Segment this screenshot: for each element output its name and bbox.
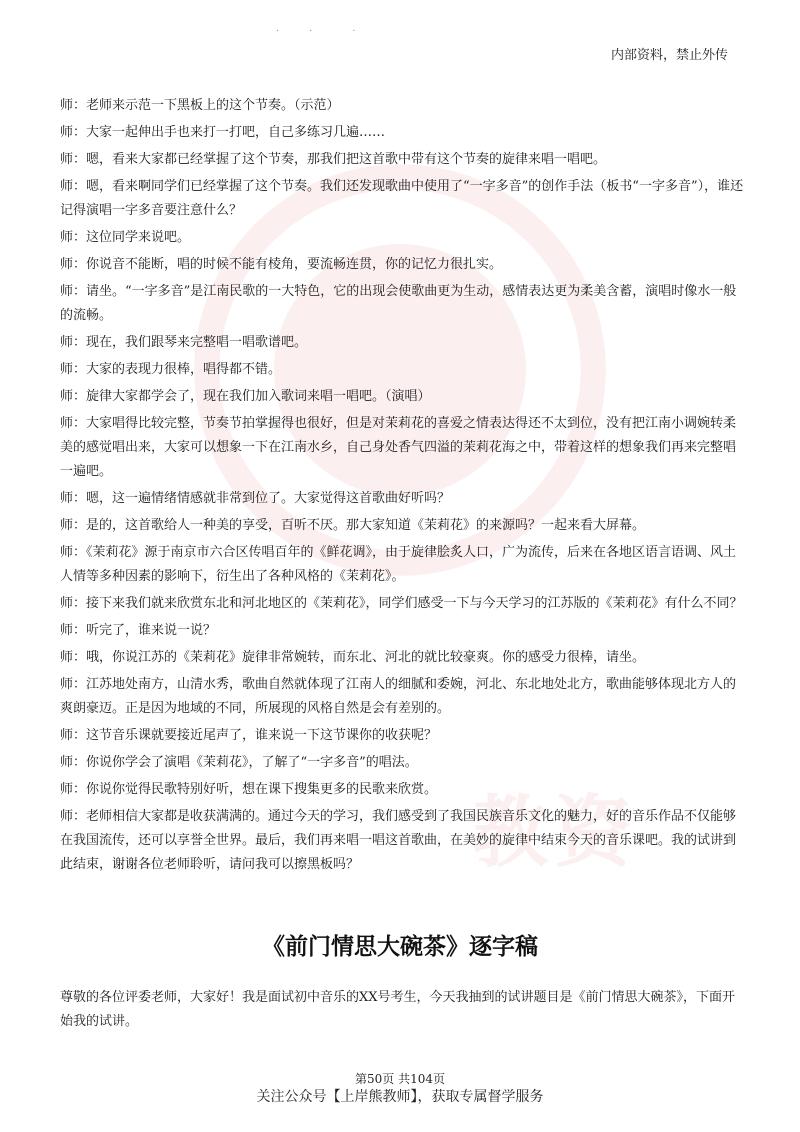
transcript-line: 师：《茉莉花》源于南京市六合区传唱百年的《鲜花调》，由于旋律脍炙人口，广为流传，后来在各地区语言语调、风土人情等多种因素的影响下，衍生出了各种风格的《茉莉花》。 bbox=[60, 545, 737, 584]
transcript-line: 师：你说你觉得民歌特别好听，想在课下搜集更多的民歌来欣赏。 bbox=[60, 782, 438, 797]
transcript-line: 师：听完了，谁来说一说？ bbox=[60, 623, 217, 638]
transcript-line: 师：江苏地处南方，山清水秀，歌曲自然就体现了江南人的细腻和委婉，河北、东北地处北方，歌曲能够体现北方人的爽朗豪迈。正是因为地域的不同，所展现的风格自然是会有差别的。 bbox=[60, 677, 737, 716]
transcript-body bbox=[60, 94, 746, 880]
section-title: 《前门情思大碗茶》逐字稿 bbox=[262, 934, 538, 960]
transcript-line: 师：旋律大家都学会了，现在我们加入歌词来唱一唱吧。（演唱） bbox=[60, 389, 431, 404]
transcript-line: 师：老师来示范一下黑板上的这个节奏。（示范） bbox=[60, 98, 340, 113]
transcript-line: 师：你说音不能断，唱的时候不能有棱角，要流畅连贯，你的记忆力很扎实。 bbox=[60, 257, 503, 272]
transcript-line: 师：接下来我们就来欣赏东北和河北地区的《茉莉花》，同学们感受一下与今天学习的江苏版的《茉莉花》有什么不同？ bbox=[60, 596, 743, 611]
scan-artifact-marks: · · · bbox=[276, 26, 356, 37]
transcript-line: 师：嗯，看来啊同学们已经掌握了这个节奏。我们还发现歌曲中使用了“一字多音”的创作手法（板书“一字多音”），谁还记得演唱一字多音要注意什么？ bbox=[60, 179, 744, 218]
transcript-line: 师：这节音乐课就要接近尾声了，谁来说一下这节课你的收获呢？ bbox=[60, 728, 438, 743]
transcript-line: 师：嗯，看来大家都已经掌握了这个节奏，那我们把这首歌中带有这个节奏的旋律来唱一唱吧。 bbox=[60, 152, 607, 167]
footer-promo: 关注公众号【上岸熊教师】，获取专属督学服务 bbox=[256, 1089, 544, 1105]
transcript-line: 师：老师相信大家都是收获满满的。通过今天的学习，我们感受到了我国民族音乐文化的魅力，好的音乐作品不仅能够在我国流传，还可以享誉全世界。最后，我们再来唱一唱这首歌曲，在美妙的旋律中结束今天的音乐课吧。我的试讲到此结束，谢谢各位老师聆听，请问我可以擦黑板吗？ bbox=[60, 809, 737, 872]
page-number: 第50页 共104页 bbox=[355, 1072, 445, 1086]
transcript-line: 师：大家一起伸出手也来打一打吧，自己多练习几遍…… bbox=[60, 125, 386, 140]
transcript-line: 师：你说你学会了演唱《茉莉花》，了解了“一字多音”的唱法。 bbox=[60, 755, 418, 770]
transcript-line: 师：现在，我们跟琴来完整唱一唱歌谱吧。 bbox=[60, 335, 308, 350]
transcript-line: 师：请坐。“一字多音”是江南民歌的一大特色，它的出现会使歌曲更为生动，感情表达更为柔美含蓄，演唱时像水一般的流畅。 bbox=[60, 284, 737, 323]
transcript-line: 师：大家的表现力很棒，唱得都不错。 bbox=[60, 362, 282, 377]
transcript-line: 师：哦，你说江苏的《茉莉花》旋律非常婉转，而东北、河北的就比较豪爽。你的感受力很棒，请坐。 bbox=[60, 650, 646, 665]
intro-paragraph: 尊敬的各位评委老师，大家好！我是面试初中音乐的XX号考生，今天我抽到的试讲题目是《前门情思大碗茶》，下面开始我的试讲。 bbox=[60, 990, 736, 1029]
watermark-text: 教资 bbox=[470, 787, 639, 878]
transcript-line: 师：是的，这首歌给人一种美的享受，百听不厌。那大家知道《茉莉花》的来源吗？一起来看大屏幕。 bbox=[60, 518, 646, 533]
transcript-line: 师：这位同学来说吧。 bbox=[60, 230, 191, 245]
confidential-note: 内部资料，禁止外传 bbox=[610, 48, 728, 63]
transcript-line: 师：嗯，这一遍情绪情感就非常到位了。大家觉得这首歌曲好听吗？ bbox=[60, 491, 451, 506]
transcript-line: 师：大家唱得比较完整，节奏节拍掌握得也很好，但是对茉莉花的喜爱之情表达得还不太到位，没有把江南小调婉转柔美的感觉唱出来，大家可以想象一下在江南水乡，自己身处香气四溢的茉莉花海之中，带着这样的想象我们再来完整唱一遍吧。 bbox=[60, 416, 737, 479]
